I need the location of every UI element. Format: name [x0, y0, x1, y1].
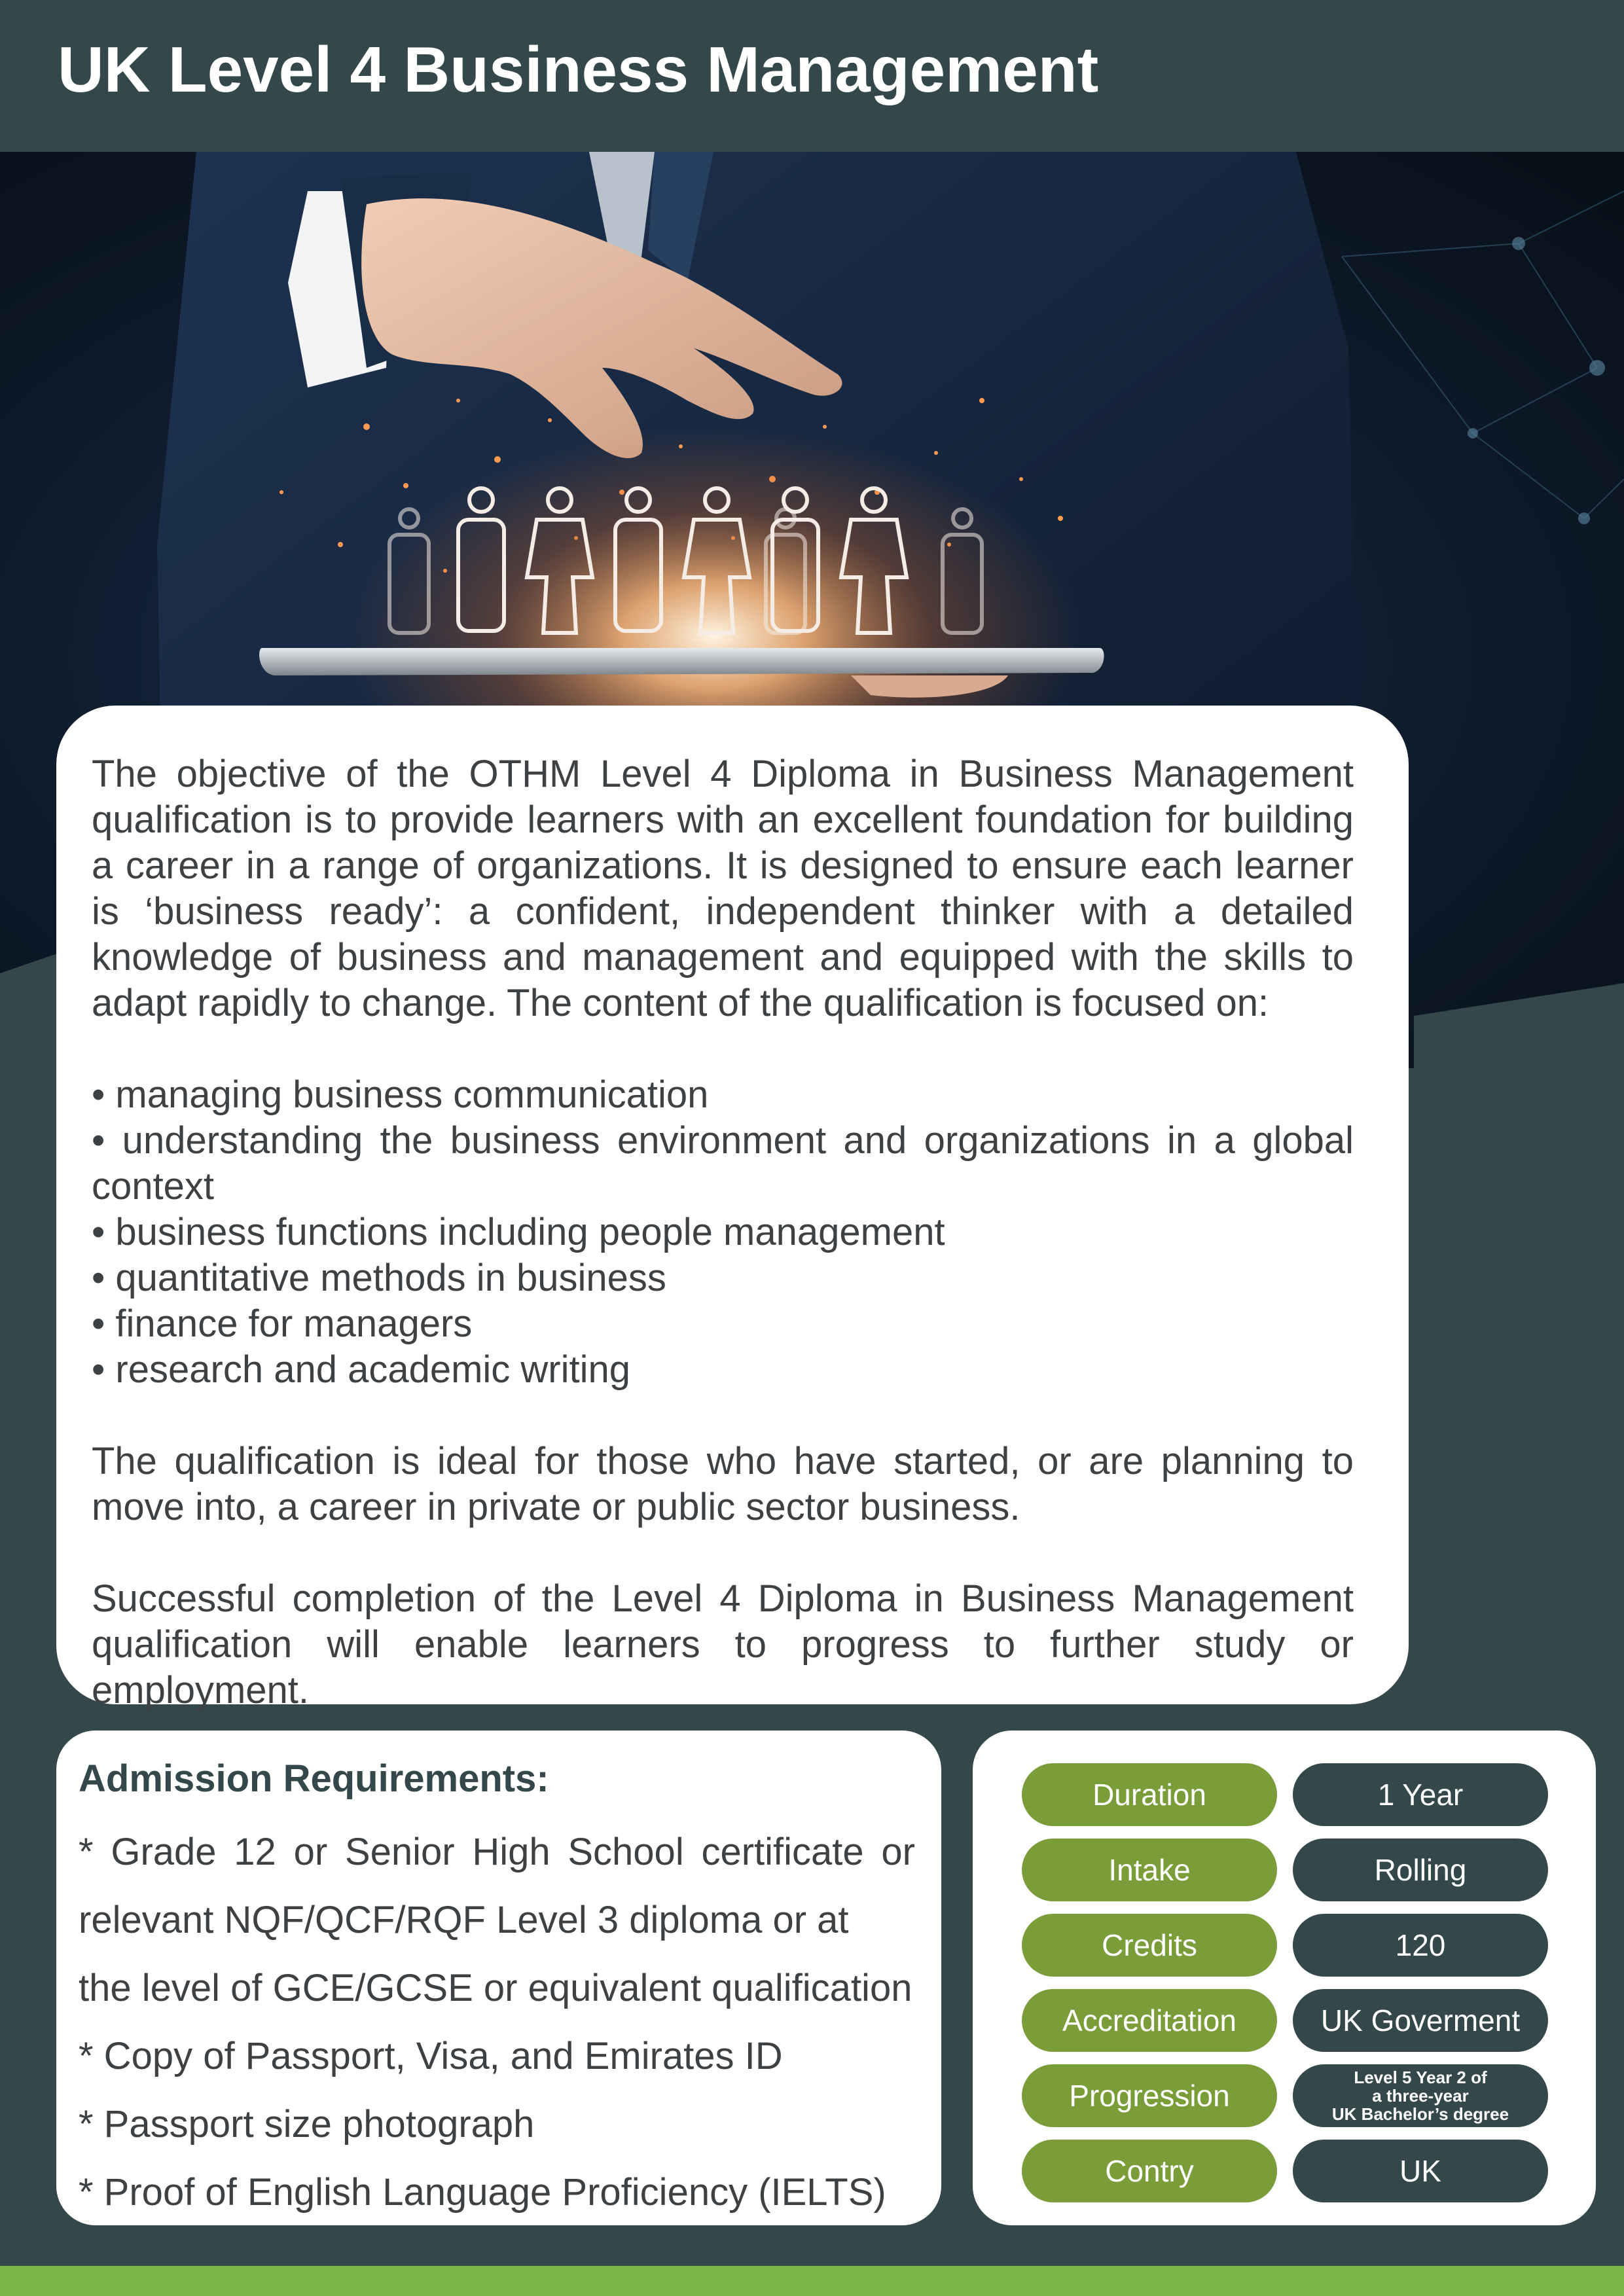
- program-info-card: [973, 1731, 1596, 2225]
- admission-line: * Grade 12 or Senior High School certificate or: [79, 1831, 915, 1873]
- list-item: • finance for managers: [92, 1302, 473, 1345]
- intake-label: Intake: [1022, 1839, 1277, 1901]
- progression-value-line: Level 5 Year 2 of: [1354, 2068, 1487, 2087]
- list-item: • managing business communication: [92, 1073, 709, 1116]
- credits-value: 120: [1293, 1914, 1548, 1977]
- admission-line: the level of GCE/GCSE or equivalent qualification: [79, 1967, 912, 2009]
- list-item: • research and academic writing: [92, 1348, 631, 1391]
- content-focus-list: [92, 1072, 1354, 1393]
- accreditation-value: UK Goverment: [1293, 1989, 1548, 2052]
- intro-card: [56, 706, 1409, 1712]
- admission-line: * Passport size photograph: [79, 2103, 535, 2145]
- admission-title: Admission Requirements:: [79, 1757, 549, 1800]
- intake-value: Rolling: [1293, 1839, 1548, 1901]
- country-label: Contry: [1022, 2140, 1277, 2202]
- page-title: UK Level 4 Business Management: [58, 33, 1099, 105]
- footer-bar: [0, 2266, 1624, 2296]
- duration-value: 1 Year: [1293, 1763, 1548, 1826]
- accreditation-label: Accreditation: [1022, 1989, 1277, 2052]
- intro-paragraph-progression: Successful completion of the Level 4 Diploma in Business Management qualification will enable learners to progress to further study or employment.: [92, 1577, 1354, 1712]
- admission-requirements-card: [56, 1731, 941, 2225]
- admission-line: * Proof of English Language Proficiency (IELTS): [79, 2171, 886, 2214]
- country-value: UK: [1293, 2140, 1548, 2202]
- admission-line: relevant NQF/QCF/RQF Level 3 diploma or at: [79, 1899, 849, 1941]
- duration-label: Duration: [1022, 1763, 1277, 1826]
- progression-value: [1293, 2064, 1548, 2127]
- admission-line: * Copy of Passport, Visa, and Emirates ID: [79, 2035, 783, 2077]
- list-item: • understanding the business environment and organizations in a global context: [92, 1119, 1354, 1208]
- progression-label: Progression: [1022, 2064, 1277, 2127]
- admission-list: [79, 1818, 915, 2227]
- list-item: • business functions including people management: [92, 1211, 945, 1253]
- list-item: • quantitative methods in business: [92, 1257, 666, 1299]
- intro-paragraph-objective: The objective of the OTHM Level 4 Diploma in Business Management qualification is to provide learners with an excellent foundation for building a career in a range of organizations. It is designed to ensure each learner is ‘business ready’: a confident, independent thinker with a detailed knowledge of business and management and equipped with the skills to adapt rapidly to change. The content of the qualification is focused on:: [92, 753, 1354, 1024]
- header-banner: [0, 0, 1624, 152]
- intro-text: [92, 751, 1354, 1713]
- progression-value-line: UK Bachelor’s degree: [1331, 2104, 1509, 2124]
- intro-paragraph-audience: The qualification is ideal for those who have started, or are planning to move into, a career in private or public sector business.: [92, 1440, 1354, 1528]
- credits-label: Credits: [1022, 1914, 1277, 1977]
- progression-value-line: a three-year: [1372, 2086, 1469, 2106]
